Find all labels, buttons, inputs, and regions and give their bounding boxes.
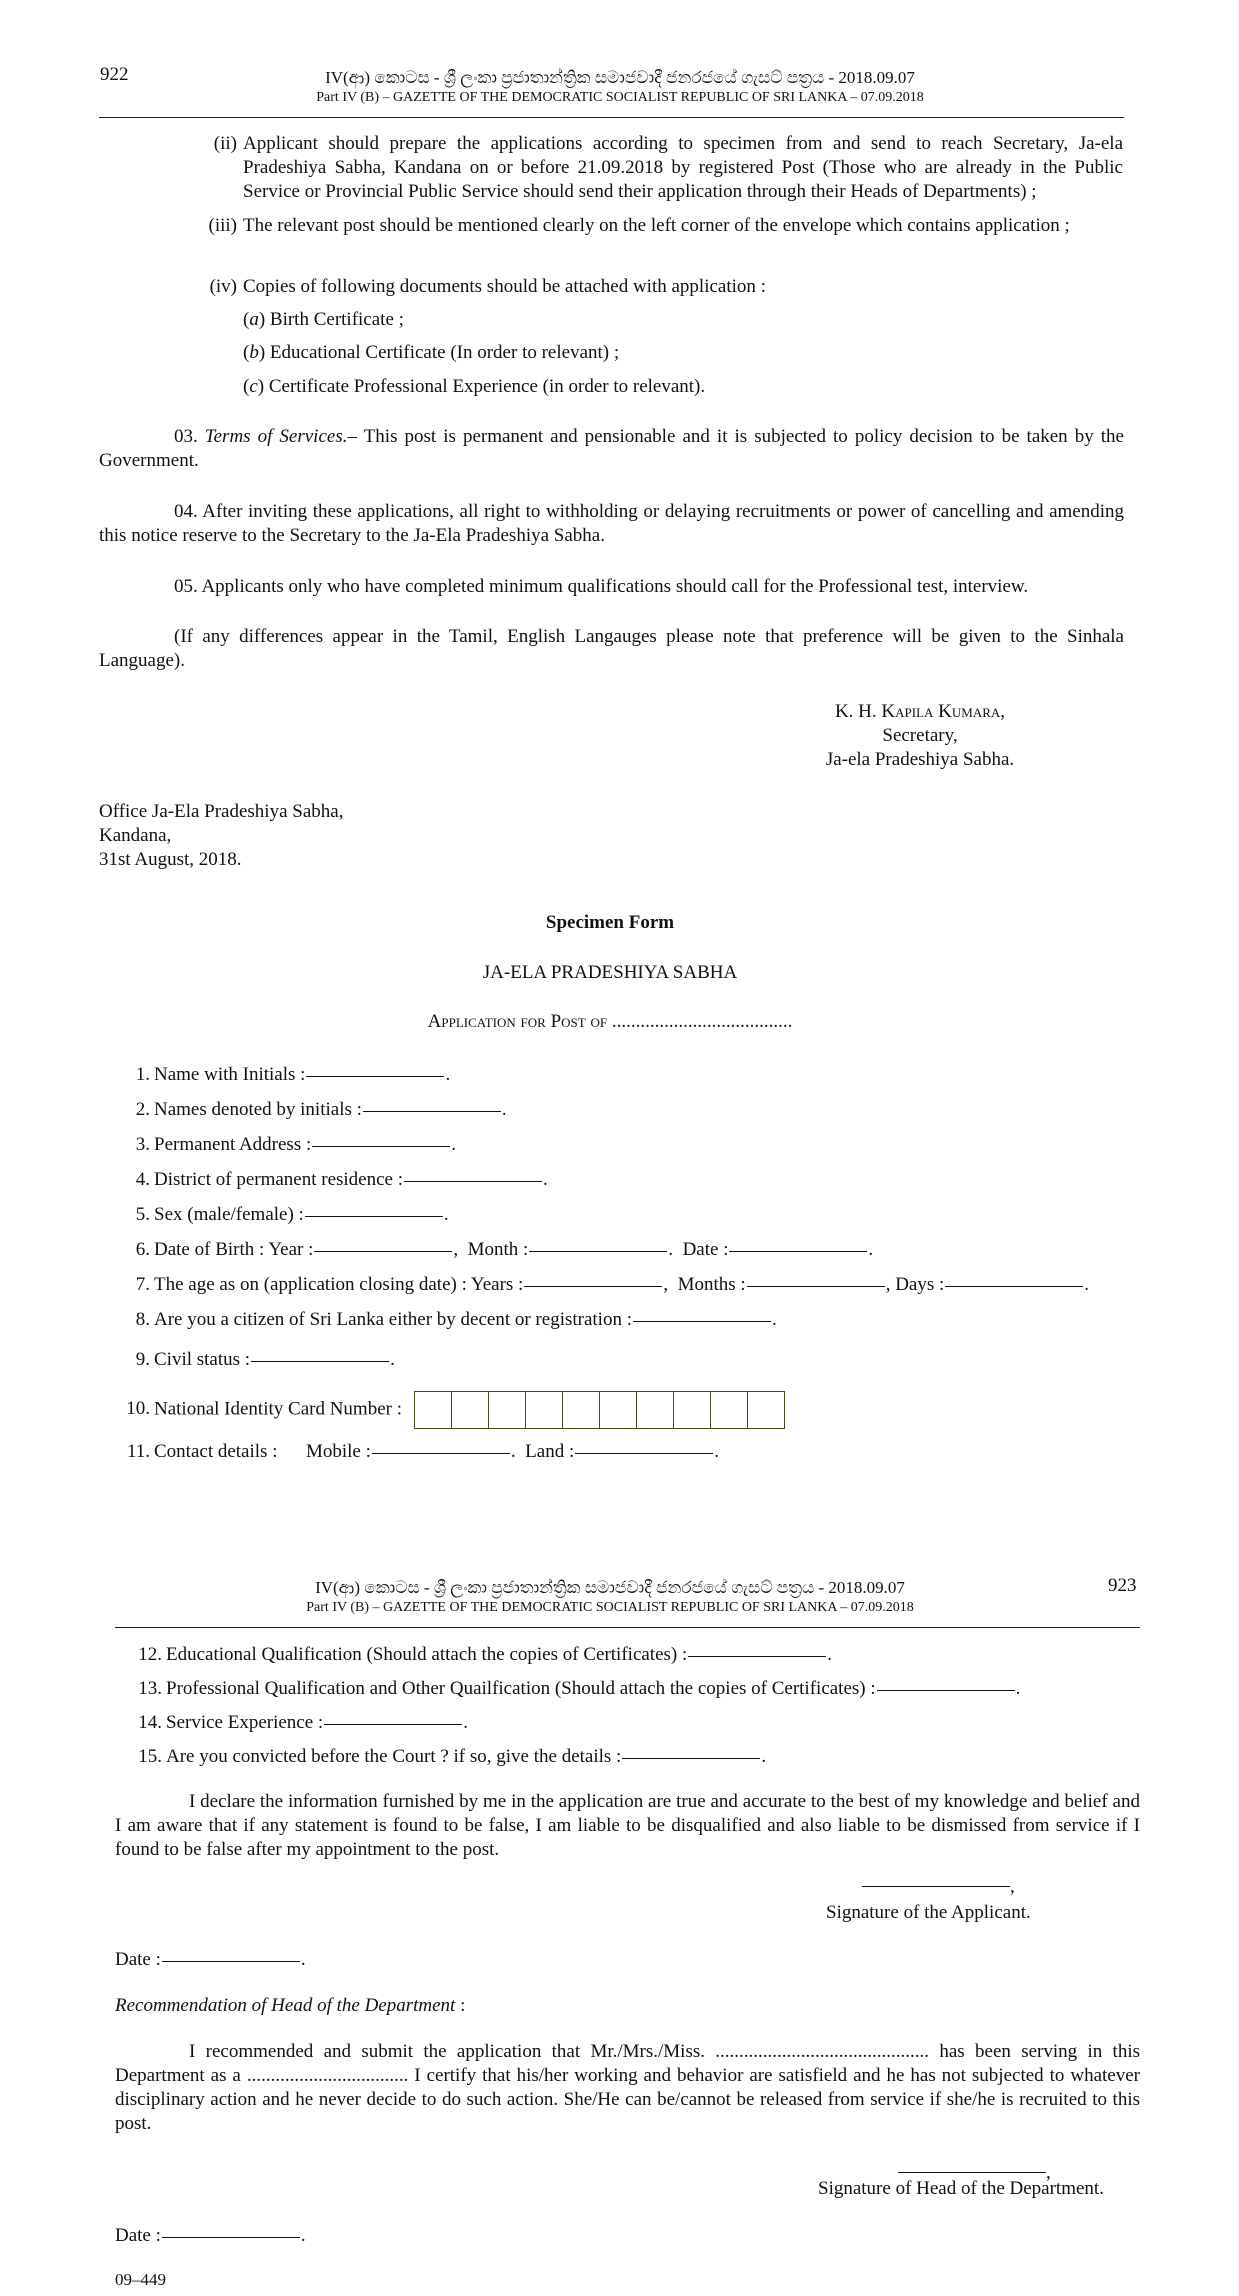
recommendation-text: I recommended and submit the application that Mr./Mrs./Miss. ............................................. has been serving in this Department as a .................................. I certify that his/her working and behavior are satisfield and he has not subjected to whatever disciplinary action and he never decide to do such action. She/He can be/cannot be released from service if she/he is recruited to this post. [115,2041,1140,2134]
birth-date-blank[interactable] [729,1251,867,1252]
names-denoted-blank[interactable] [363,1111,501,1112]
head-signature-line[interactable] [898,2172,1046,2173]
mobile-blank[interactable] [372,1453,510,1454]
form-field-10 [118,1391,785,1429]
signatory-comma: , [1000,701,1006,722]
subitem-text: Birth Certificate ; [269,309,404,330]
field-number: 13. [138,1678,162,1699]
field-label: Names denoted by initials : [154,1099,362,1120]
age-years-blank[interactable] [524,1286,662,1287]
field-label: District of permanent residence : [154,1169,404,1190]
age-days-blank[interactable] [945,1286,1083,1287]
field-label: The age as on (application closing date) : Years : [154,1274,524,1295]
subitem-b: (b) Educational Certificate (In order to relevant) ; [243,342,620,363]
form-field-9: 9. Civil status : . [118,1348,395,1372]
field-label: Civil status : [154,1349,251,1370]
form-field-1: 1. Name with Initials : . [118,1063,450,1087]
district-blank[interactable] [404,1181,542,1182]
field-number: 4. [135,1169,150,1190]
signature-comma: , [1046,2162,1051,2183]
signatory-name [800,700,1040,724]
page-number: 922 [100,64,129,85]
nic-digit-cell[interactable] [452,1392,489,1428]
educational-qualification-blank[interactable] [688,1656,826,1657]
field-number: 9. [135,1349,150,1370]
para-language: (If any differences appear in the Tamil, English Langauges please note that preference will be given to the Sinhala Language). [99,626,1124,671]
office-block [99,800,343,872]
field-number: 5. [135,1204,150,1225]
form-field-4: 4. District of permanent residence : . [118,1168,548,1192]
applicant-signature-label: Signature of the Applicant. [826,1902,1031,1923]
field-label: Date : [682,1239,729,1260]
signatory-org: Ja-ela Pradeshiya Sabha. [825,749,1015,770]
nic-digit-cell[interactable] [748,1392,784,1428]
subitem-text: Educational Certificate (In order to relevant) ; [269,342,620,363]
item-text: Applicant should prepare the applications according to specimen from and send to reach Secretary, Ja-ela Pradeshiya Sabha, Kandana on or before 21.09.2018 by registered Post (Those who are already in the Public Service or Provincial Public Service should send their application through their Heads of Departments) ; [243,133,1123,202]
item-ii [213,132,1123,204]
field-label: Name with Initials : [154,1064,306,1085]
recommendation-title: Recommendation of Head of the Department [115,1995,456,2016]
field-label: Contact details : [154,1441,278,1462]
birth-month-blank[interactable] [529,1251,667,1252]
declaration: I declare the information furnished by me in the application are true and accurate to the best of my knowledge and belief and I am aware that if any statement is found to be false, I am liable to be disqualified and also liable to be dismissed from service if I found to be false after my appointment to the post. [115,1791,1140,1860]
item-iii [208,214,1123,238]
field-number: 15. [138,1746,162,1767]
field-number: 3. [135,1134,150,1155]
subitem-text: Certificate Professional Experience (in order to relevant). [268,376,706,397]
age-months-blank[interactable] [747,1286,885,1287]
form-field-5: 5. Sex (male/female) : . [118,1203,449,1227]
para-text: This post is permanent and pensionable and it is subjected to policy decision to be taken by the Government. [99,426,1124,471]
land-blank[interactable] [575,1453,713,1454]
form-field-15: 15. Are you convicted before the Court ? if so, give the details : . [130,1745,766,1769]
signatory-surname: Kapila Kumara [881,701,1001,722]
field-label: Sex (male/female) : [154,1204,304,1225]
item-iv [209,275,1123,299]
office-date: 31st August, 2018. [99,849,242,870]
application-post-dots: ...................................... [611,1011,793,1032]
office-line: Office Ja-Ela Pradeshiya Sabha, [99,801,344,822]
signature-comma: , [1010,1876,1015,1897]
applicant-signature-line[interactable] [862,1886,1010,1887]
field-label: Mobile : [305,1441,371,1462]
signatory-block [800,700,1040,772]
application-for-post [310,1011,910,1033]
subitem-letter: a [249,309,259,330]
office-line: Kandana, [99,825,172,846]
item-text: Copies of following documents should be attached with application : [243,276,766,297]
item-text: The relevant post should be mentioned clearly on the left corner of the envelope which contains application ; [243,215,1070,236]
form-field-7: 7. The age as on (application closing date) : Years : , Months : , Days : . [118,1273,1089,1297]
service-experience-blank[interactable] [324,1724,462,1725]
field-label: Date of Birth : Year : [154,1239,314,1260]
field-label: Service Experience : [166,1712,324,1733]
field-label: Land : [525,1441,575,1462]
application-for-label: Application for Post of [427,1011,608,1032]
nic-digit-cell[interactable] [489,1392,526,1428]
field-number: 8. [135,1309,150,1330]
field-number: 7. [135,1274,150,1295]
recommendation-heading [115,1994,465,2018]
header-sinhala: IV(ආ) කොටස - ශ්‍රී ලංකා ප්‍රජාතාන්ත්‍රික සමාජවාදී ජනරජයේ ගැසට් පත්‍රය - 2018.09.07 [315,1578,905,1597]
form-field-3: 3. Permanent Address : . [118,1133,456,1157]
field-label: National Identity Card Number : [154,1398,402,1420]
nic-digit-cell[interactable] [600,1392,637,1428]
page-header-2 [160,1578,1060,1618]
field-number: 2. [135,1099,150,1120]
specimen-title: Specimen Form [545,912,675,933]
date-blank[interactable] [162,1961,300,1962]
para-number: 03. [174,426,198,447]
field-number: 11. [126,1441,150,1462]
item-label: (iv) [209,276,237,297]
header-sinhala: IV(ආ) කොටස - ශ්‍රී ලංකා ප්‍රජාතාන්ත්‍රික සමාජවාදී ජනරජයේ ගැසට් පත්‍රය - 2018.09.07 [325,68,915,87]
permanent-address-blank[interactable] [312,1146,450,1147]
conviction-details-blank[interactable] [622,1758,760,1759]
form-field-6: 6. Date of Birth : Year : , Month : . Date : . [118,1238,873,1262]
subitem-a: (a) Birth Certificate ; [243,309,404,330]
page-number-2: 923 [1108,1575,1137,1596]
footer-code: 09–449 [115,2270,166,2289]
form-field-11: 11. Contact details : Mobile : . Land : . [118,1440,719,1464]
nic-digit-cell[interactable] [415,1392,452,1428]
field-label: Date : [115,1949,161,1970]
item-label: (iii) [208,215,237,236]
field-label: Days : [895,1274,945,1295]
citizenship-blank[interactable] [633,1321,771,1322]
date-field-1: Date : . [115,1949,306,1970]
field-number: 6. [135,1239,150,1260]
name-initials-blank[interactable] [306,1076,444,1077]
page-header [180,68,1060,108]
sex-blank[interactable] [305,1216,443,1217]
field-label: Permanent Address : [154,1134,312,1155]
subitem-letter: b [249,342,259,363]
signatory-initials: K. H. [834,701,882,722]
header-english: Part IV (B) – GAZETTE OF THE DEMOCRATIC SOCIALIST REPUBLIC OF SRI LANKA – 07.09.2018 [306,1600,914,1615]
head-signature-label: Signature of Head of the Department. [818,2178,1104,2199]
subitem-c: (c) Certificate Professional Experience (in order to relevant). [243,376,706,397]
birth-year-blank[interactable] [314,1251,452,1252]
header-rule [99,117,1124,118]
professional-qualification-blank[interactable] [877,1690,1015,1691]
field-label: Months : [677,1274,746,1295]
form-field-14: 14. Service Experience : . [130,1711,468,1735]
form-field-13: 13. Professional Qualification and Other Quailfication (Should attach the copies of Certificates) : . [130,1677,1020,1701]
nic-digit-cell[interactable] [637,1392,674,1428]
para-04: 04. After inviting these applications, all right to withholding or delaying recruitments or power of cancelling and amending this notice reserve to the Secretary to the Ja-Ela Pradeshiya Sabha. [99,501,1124,546]
form-field-8: 8. Are you a citizen of Sri Lanka either by decent or registration : . [118,1308,777,1332]
field-label: Are you convicted before the Court ? if so, give the details : [166,1746,622,1767]
signatory-title: Secretary, [882,725,958,746]
nic-digit-cell[interactable] [526,1392,563,1428]
nic-digit-cell[interactable] [563,1392,600,1428]
nic-digit-cell[interactable] [674,1392,711,1428]
item-label: (ii) [213,133,237,154]
para-heading: Terms of Services.– [204,426,357,447]
civil-status-blank[interactable] [251,1361,389,1362]
subitem-letter: c [249,376,258,397]
field-label: Month : [467,1239,529,1260]
field-label: Educational Qualification (Should attach the copies of Certificates) : [166,1644,688,1665]
header-english: Part IV (B) – GAZETTE OF THE DEMOCRATIC SOCIALIST REPUBLIC OF SRI LANKA – 07.09.2018 [316,90,924,105]
form-field-12: 12. Educational Qualification (Should attach the copies of Certificates) : . [130,1643,832,1667]
field-label: Are you a citizen of Sri Lanka either by decent or registration : [154,1309,632,1330]
header-rule-2 [115,1627,1140,1628]
field-label: Professional Qualification and Other Quailfication (Should attach the copies of Certificates) : [166,1678,876,1699]
org-title: JA-ELA PRADESHIYA SABHA [482,962,738,983]
field-number: 1. [135,1064,150,1085]
para-05: 05. Applicants only who have completed minimum qualifications should call for the Professional test, interview. [174,576,1029,597]
nic-digit-cell[interactable] [711,1392,748,1428]
field-label: Date : [115,2225,161,2246]
form-field-2: 2. Names denoted by initials : . [118,1098,507,1122]
field-number: 12. [138,1644,162,1665]
field-number: 10. [126,1398,150,1420]
para-03 [99,425,1124,473]
nic-number-boxes[interactable] [414,1391,785,1429]
date-blank[interactable] [162,2237,300,2238]
field-number: 14. [138,1712,162,1733]
recommendation-colon: : [455,1995,466,2016]
date-field-2: Date : . [115,2225,306,2246]
